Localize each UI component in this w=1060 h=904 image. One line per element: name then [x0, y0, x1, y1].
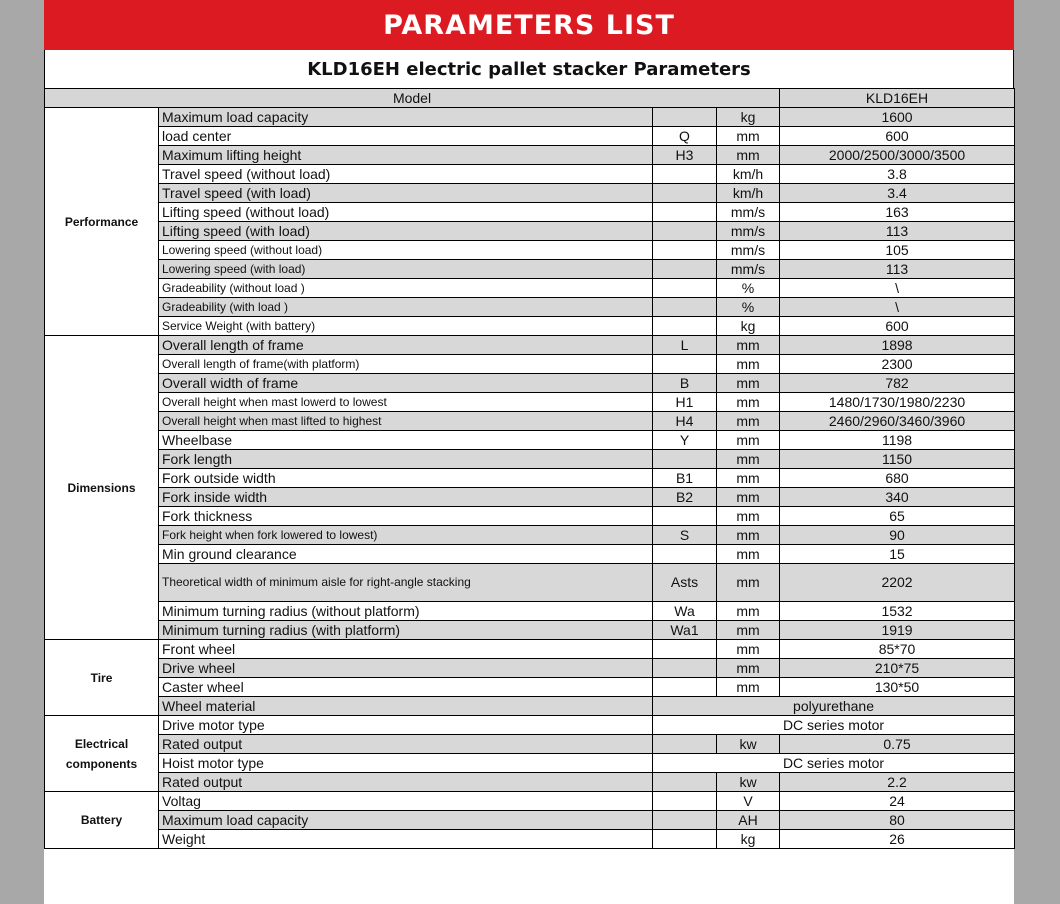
parameter-unit: kg	[717, 108, 780, 127]
parameter-value: 600	[780, 317, 1015, 336]
model-label: Model	[45, 89, 780, 108]
model-header-row	[45, 89, 1015, 108]
parameter-value: 2300	[780, 355, 1015, 374]
table-row	[45, 526, 1015, 545]
parameter-symbol	[653, 298, 717, 317]
table-row	[45, 735, 1015, 754]
table-row	[45, 640, 1015, 659]
parameter-unit: mm	[717, 659, 780, 678]
table-row	[45, 792, 1015, 811]
group-label: Tire	[45, 640, 159, 716]
parameter-symbol	[653, 355, 717, 374]
table-row	[45, 811, 1015, 830]
parameter-unit: mm	[717, 431, 780, 450]
parameter-value: 65	[780, 507, 1015, 526]
parameter-unit: km/h	[717, 184, 780, 203]
table-row	[45, 108, 1015, 127]
parameter-value: 600	[780, 127, 1015, 146]
parameter-value: 3.8	[780, 165, 1015, 184]
table-row	[45, 412, 1015, 431]
table-row	[45, 545, 1015, 564]
table-row	[45, 279, 1015, 298]
parameter-symbol: Q	[653, 127, 717, 146]
table-row	[45, 716, 1015, 735]
table-row	[45, 431, 1015, 450]
parameter-name: Lifting speed (with load)	[159, 222, 653, 241]
parameter-value: 210*75	[780, 659, 1015, 678]
parameter-symbol	[653, 735, 717, 754]
parameter-value: 3.4	[780, 184, 1015, 203]
parameter-name: Overall width of frame	[159, 374, 653, 393]
parameter-unit: V	[717, 792, 780, 811]
parameter-value: 15	[780, 545, 1015, 564]
parameter-symbol	[653, 222, 717, 241]
parameter-symbol	[653, 165, 717, 184]
parameter-value: 340	[780, 488, 1015, 507]
parameter-unit: kg	[717, 317, 780, 336]
parameter-symbol: Wa	[653, 602, 717, 621]
parameter-symbol	[653, 279, 717, 298]
parameter-name: Lowering speed (without load)	[159, 241, 653, 260]
table-row	[45, 773, 1015, 792]
parameter-name: Rated output	[159, 773, 653, 792]
parameter-name: Wheelbase	[159, 431, 653, 450]
parameter-name: Minimum turning radius (without platform)	[159, 602, 653, 621]
parameter-value: 2460/2960/3460/3960	[780, 412, 1015, 431]
parameter-symbol	[653, 545, 717, 564]
parameter-symbol	[653, 830, 717, 849]
parameter-value: 113	[780, 260, 1015, 279]
parameter-value: 1480/1730/1980/2230	[780, 393, 1015, 412]
parameter-unit: mm	[717, 127, 780, 146]
parameter-unit: mm	[717, 450, 780, 469]
parameter-unit: mm	[717, 412, 780, 431]
parameter-unit: mm/s	[717, 241, 780, 260]
parameter-value: \	[780, 279, 1015, 298]
parameter-symbol	[653, 317, 717, 336]
parameter-unit: km/h	[717, 165, 780, 184]
parameter-value: DC series motor	[653, 716, 1015, 735]
parameter-value: 1898	[780, 336, 1015, 355]
parameter-name: Minimum turning radius (with platform)	[159, 621, 653, 640]
parameter-name: Fork inside width	[159, 488, 653, 507]
parameter-symbol	[653, 184, 717, 203]
table-row	[45, 127, 1015, 146]
parameter-value: 2000/2500/3000/3500	[780, 146, 1015, 165]
table-row	[45, 260, 1015, 279]
parameter-unit: %	[717, 279, 780, 298]
parameter-value: \	[780, 298, 1015, 317]
parameter-symbol: Asts	[653, 564, 717, 602]
table-row	[45, 203, 1015, 222]
parameter-value: 1150	[780, 450, 1015, 469]
parameter-value: 1198	[780, 431, 1015, 450]
parameter-symbol	[653, 678, 717, 697]
parameter-name: Lifting speed (without load)	[159, 203, 653, 222]
parameter-name: Gradeability (without load )	[159, 279, 653, 298]
table-row	[45, 469, 1015, 488]
group-label: Electrical components	[45, 716, 159, 792]
parameter-symbol	[653, 659, 717, 678]
parameter-symbol	[653, 507, 717, 526]
parameter-unit: mm	[717, 621, 780, 640]
parameter-unit: mm	[717, 374, 780, 393]
parameter-unit: mm	[717, 393, 780, 412]
group-label: Battery	[45, 792, 159, 849]
parameter-name: load center	[159, 127, 653, 146]
parameter-name: Service Weight (with battery)	[159, 317, 653, 336]
parameter-name: Maximum load capacity	[159, 811, 653, 830]
parameter-symbol	[653, 108, 717, 127]
parameter-unit: kw	[717, 735, 780, 754]
parameter-value: 163	[780, 203, 1015, 222]
parameter-unit: kw	[717, 773, 780, 792]
parameter-value: 2202	[780, 564, 1015, 602]
parameter-unit: mm	[717, 564, 780, 602]
parameter-name: Wheel material	[159, 697, 653, 716]
parameter-symbol: B	[653, 374, 717, 393]
parameter-unit: mm	[717, 469, 780, 488]
table-row	[45, 659, 1015, 678]
parameter-unit: mm	[717, 507, 780, 526]
parameter-name: Fork height when fork lowered to lowest)	[159, 526, 653, 545]
parameter-unit: mm/s	[717, 203, 780, 222]
table-row	[45, 355, 1015, 374]
parameter-symbol	[653, 203, 717, 222]
parameter-symbol	[653, 640, 717, 659]
parameter-value: 0.75	[780, 735, 1015, 754]
parameter-name: Overall height when mast lifted to highest	[159, 412, 653, 431]
parameter-unit: mm	[717, 640, 780, 659]
table-row	[45, 393, 1015, 412]
parameter-name: Lowering speed (with load)	[159, 260, 653, 279]
parameter-name: Travel speed (with load)	[159, 184, 653, 203]
parameter-name: Drive wheel	[159, 659, 653, 678]
table-title: KLD16EH electric pallet stacker Parameters	[44, 50, 1014, 88]
table-row	[45, 507, 1015, 526]
parameter-symbol	[653, 260, 717, 279]
table-row	[45, 621, 1015, 640]
parameter-name: Overall length of frame	[159, 336, 653, 355]
parameter-symbol: S	[653, 526, 717, 545]
table-row	[45, 298, 1015, 317]
parameter-value: 26	[780, 830, 1015, 849]
parameter-value: 1600	[780, 108, 1015, 127]
parameter-symbol	[653, 450, 717, 469]
parameter-name: Front wheel	[159, 640, 653, 659]
parameter-name: Caster wheel	[159, 678, 653, 697]
table-row	[45, 602, 1015, 621]
table-row	[45, 146, 1015, 165]
table-row	[45, 184, 1015, 203]
parameter-value: 80	[780, 811, 1015, 830]
parameter-unit: mm	[717, 678, 780, 697]
parameter-unit: mm	[717, 602, 780, 621]
parameter-name: Fork length	[159, 450, 653, 469]
parameter-name: Travel speed (without load)	[159, 165, 653, 184]
table-row	[45, 830, 1015, 849]
parameter-name: Drive motor type	[159, 716, 653, 735]
table-row	[45, 336, 1015, 355]
parameter-value: DC series motor	[653, 754, 1015, 773]
parameters-table	[44, 88, 1015, 849]
parameter-unit: mm	[717, 545, 780, 564]
table-row	[45, 488, 1015, 507]
model-value: KLD16EH	[780, 89, 1015, 108]
table-row	[45, 564, 1015, 602]
parameter-name: Hoist motor type	[159, 754, 653, 773]
parameter-name: Maximum load capacity	[159, 108, 653, 127]
parameter-symbol	[653, 773, 717, 792]
parameter-value: 90	[780, 526, 1015, 545]
parameter-symbol: Y	[653, 431, 717, 450]
parameter-symbol: H4	[653, 412, 717, 431]
parameter-value: polyurethane	[653, 697, 1015, 716]
parameter-symbol: L	[653, 336, 717, 355]
parameter-name: Theoretical width of minimum aisle for right-angle stacking	[159, 564, 653, 602]
parameter-name: Maximum lifting height	[159, 146, 653, 165]
table-row	[45, 697, 1015, 716]
table-row	[45, 450, 1015, 469]
parameter-unit: %	[717, 298, 780, 317]
parameter-symbol: Wa1	[653, 621, 717, 640]
parameter-value: 113	[780, 222, 1015, 241]
table-row	[45, 222, 1015, 241]
parameter-symbol	[653, 811, 717, 830]
parameter-value: 24	[780, 792, 1015, 811]
table-row	[45, 754, 1015, 773]
parameter-name: Rated output	[159, 735, 653, 754]
table-row	[45, 241, 1015, 260]
table-row	[45, 678, 1015, 697]
table-row	[45, 165, 1015, 184]
parameter-unit: mm/s	[717, 222, 780, 241]
parameter-value: 680	[780, 469, 1015, 488]
parameter-name: Overall length of frame(with platform)	[159, 355, 653, 374]
parameter-name: Min ground clearance	[159, 545, 653, 564]
banner-title: PARAMETERS LIST	[44, 0, 1014, 50]
parameter-unit: mm	[717, 146, 780, 165]
parameter-symbol	[653, 241, 717, 260]
parameter-value: 85*70	[780, 640, 1015, 659]
table-row	[45, 317, 1015, 336]
parameter-unit: mm/s	[717, 260, 780, 279]
spec-sheet	[44, 0, 1014, 904]
parameter-symbol: B1	[653, 469, 717, 488]
parameter-name: Fork outside width	[159, 469, 653, 488]
parameter-name: Gradeability (with load )	[159, 298, 653, 317]
parameter-unit: mm	[717, 355, 780, 374]
parameter-unit: mm	[717, 526, 780, 545]
parameter-value: 1919	[780, 621, 1015, 640]
parameter-unit: AH	[717, 811, 780, 830]
parameter-symbol: H3	[653, 146, 717, 165]
parameter-name: Voltag	[159, 792, 653, 811]
group-label: Dimensions	[45, 336, 159, 640]
parameter-symbol	[653, 792, 717, 811]
parameter-symbol: B2	[653, 488, 717, 507]
parameter-value: 105	[780, 241, 1015, 260]
parameter-name: Weight	[159, 830, 653, 849]
parameter-name: Fork thickness	[159, 507, 653, 526]
parameter-value: 130*50	[780, 678, 1015, 697]
parameter-unit: mm	[717, 488, 780, 507]
group-label: Performance	[45, 108, 159, 336]
parameter-name: Overall height when mast lowerd to lowest	[159, 393, 653, 412]
parameter-value: 782	[780, 374, 1015, 393]
parameter-unit: mm	[717, 336, 780, 355]
parameter-value: 2.2	[780, 773, 1015, 792]
parameter-symbol: H1	[653, 393, 717, 412]
table-row	[45, 374, 1015, 393]
parameter-value: 1532	[780, 602, 1015, 621]
parameter-unit: kg	[717, 830, 780, 849]
